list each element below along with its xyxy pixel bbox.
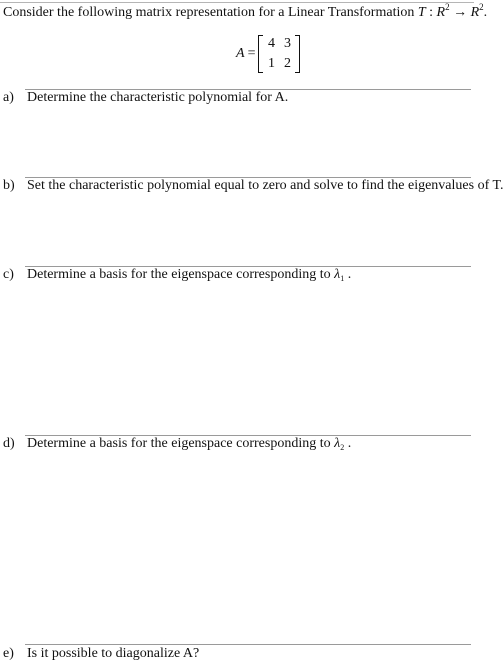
intro-math-r-codomain: R [470, 5, 480, 20]
matrix-equals: = [247, 46, 256, 61]
question-a [3, 89, 288, 107]
question-text: Determine a basis for the eigenspace corresponding to [27, 267, 335, 282]
question-letter: e) [3, 646, 14, 661]
intro-math-end: . [483, 5, 488, 20]
lambda-symbol: λ [334, 436, 341, 451]
matrix-a [258, 34, 300, 74]
matrix-cell: 2 [283, 56, 291, 71]
intro-math-exp-codomain: 2 [479, 2, 484, 12]
question-letter: b) [3, 178, 15, 193]
intro-math-arrow: → [449, 5, 471, 20]
question-text: Is it possible to diagonalize A? [27, 646, 200, 661]
matrix-cell: 1 [267, 56, 275, 71]
right-bracket [295, 35, 300, 73]
problem-intro [3, 4, 487, 22]
matrix-cell: 4 [267, 36, 275, 51]
top-rule [0, 2, 474, 3]
question-d [3, 435, 351, 454]
intro-math-t: T [417, 5, 426, 20]
matrix-cell: 3 [283, 36, 291, 51]
matrix-name: A [236, 46, 245, 61]
question-letter: a) [3, 90, 14, 105]
question-text: Determine the characteristic polynomial for A. [27, 90, 289, 105]
question-c [3, 266, 351, 285]
lambda-subscript: 1 [340, 274, 345, 283]
lambda-subscript: 2 [340, 443, 345, 452]
matrix-equation [236, 33, 300, 75]
question-b [3, 177, 504, 195]
left-bracket [258, 35, 263, 73]
question-text: Determine a basis for the eigenspace corresponding to [27, 436, 335, 451]
question-end: . [344, 436, 352, 451]
lambda-symbol: λ [334, 267, 341, 282]
question-end: . [344, 267, 352, 282]
question-letter: c) [3, 267, 14, 282]
intro-math-colon: : [425, 5, 437, 20]
intro-text: Consider the following matrix representation for a Linear Transformation [3, 5, 418, 20]
question-text: Set the characteristic polynomial equal to zero and solve to find the eigenvalues of T. [27, 178, 504, 193]
intro-math-exp-domain: 2 [445, 2, 450, 12]
question-letter: d) [3, 436, 15, 451]
question-e [3, 645, 199, 663]
intro-math-r-domain: R [436, 5, 446, 20]
